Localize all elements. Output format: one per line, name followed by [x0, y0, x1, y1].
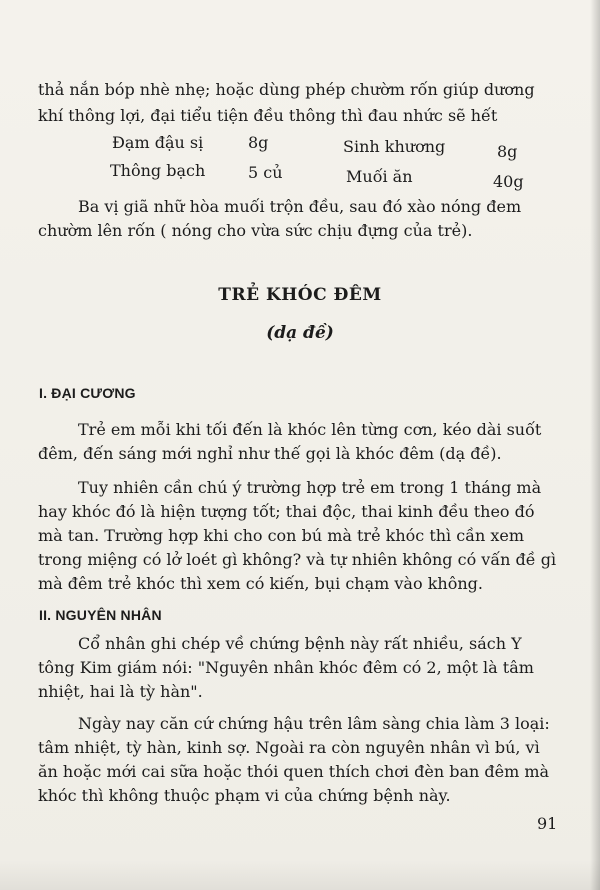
- instruction-line-2: chườm lên rốn ( nóng cho vừa sức chịu đựng của trẻ).: [38, 221, 473, 240]
- section-heading-causes: II. NGUYÊN NHÂN: [39, 607, 162, 623]
- intro-line-1: thả nắn bóp nhè nhẹ; hoặc dùng phép chườm rốn giúp dương: [38, 80, 535, 99]
- page-number: 91: [537, 814, 558, 833]
- paragraph-line: tâm nhiệt, tỳ hàn, kinh sợ. Ngoài ra còn nguyên nhân vì bú, vì: [38, 738, 540, 757]
- page-fold-shadow: [590, 0, 600, 890]
- page-bottom-shadow: [0, 860, 600, 890]
- ingredient-qty: 40g: [493, 172, 524, 191]
- ingredient-qty: 8g: [248, 133, 269, 152]
- chapter-subtitle: (dạ đề): [266, 323, 334, 343]
- instruction-line-1: Ba vị giã nhữ hòa muối trộn đều, sau đó xào nóng đem: [78, 197, 522, 216]
- paragraph-line: nhiệt, hai là tỳ hàn".: [38, 682, 203, 701]
- ingredient-name: Sinh khương: [343, 137, 446, 156]
- paragraph-line: Trẻ em mỗi khi tối đến là khóc lên từng cơn, kéo dài suốt: [78, 420, 542, 439]
- chapter-title: TRẺ KHÓC ĐÊM: [218, 285, 382, 305]
- paragraph-line: mà tan. Trường hợp khi cho con bú mà trẻ khóc thì cần xem: [38, 526, 525, 545]
- paragraph-line: ăn hoặc mới cai sữa hoặc thói quen thích chơi đèn ban đêm mà: [38, 762, 550, 781]
- paragraph-line: Cổ nhân ghi chép về chứng bệnh này rất nhiều, sách Y: [78, 634, 522, 653]
- paragraph-line: trong miệng có lở loét gì không? và tự nhiên không có vấn đề gì: [38, 550, 557, 569]
- ingredient-qty: 5 củ: [248, 163, 283, 182]
- paragraph-line: Tuy nhiên cần chú ý trường hợp trẻ em trong 1 tháng mà: [78, 478, 542, 497]
- paragraph-line: hay khóc đó là hiện tượng tốt; thai độc, thai kinh đều theo đó: [38, 502, 535, 521]
- paragraph-line: Ngày nay căn cứ chứng hậu trên lâm sàng chia làm 3 loại:: [78, 714, 550, 733]
- section-heading-general: I. ĐẠI CƯƠNG: [39, 385, 136, 401]
- paragraph-line: khóc thì không thuộc phạm vi của chứng bệnh này.: [38, 786, 451, 805]
- ingredient-qty: 8g: [497, 142, 518, 161]
- ingredient-name: Đạm đậu sị: [112, 133, 204, 152]
- paragraph-line: mà đêm trẻ khóc thì xem có kiến, bụi chạm vào không.: [38, 574, 483, 593]
- paragraph-line: đêm, đến sáng mới nghỉ như thế gọi là khóc đêm (dạ đề).: [38, 444, 502, 463]
- paragraph-line: tông Kim giám nói: "Nguyên nhân khóc đêm có 2, một là tâm: [38, 658, 534, 677]
- ingredient-name: Muối ăn: [346, 167, 413, 186]
- intro-line-2: khí thông lợi, đại tiểu tiện đều thông thì đau nhức sẽ hết: [38, 106, 498, 125]
- ingredient-name: Thông bạch: [110, 161, 206, 180]
